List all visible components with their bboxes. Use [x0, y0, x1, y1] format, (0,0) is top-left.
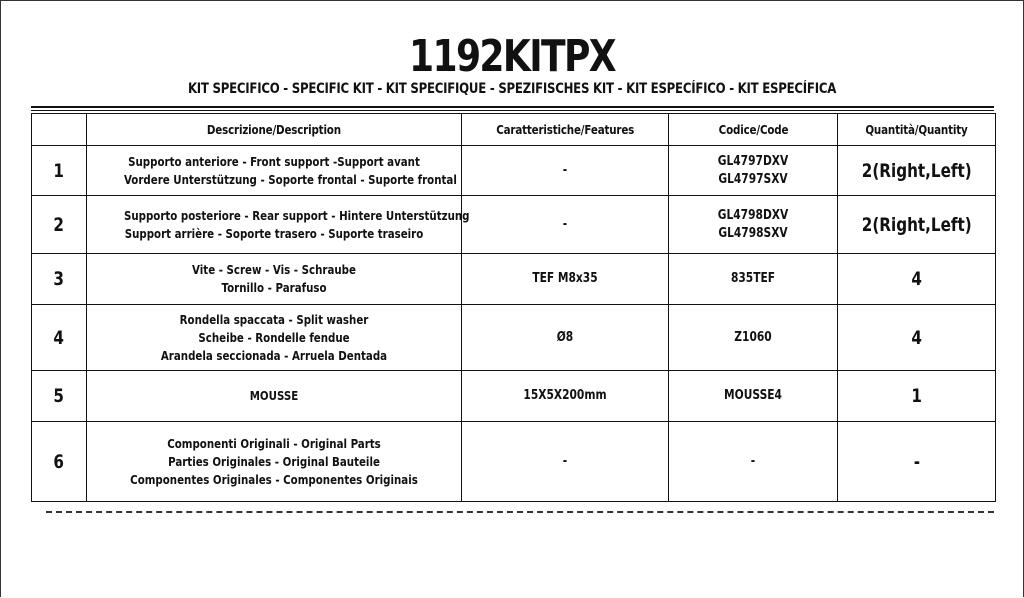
row-quantity: 4: [838, 305, 996, 371]
header-rule-thick: [31, 106, 994, 108]
table-row: [32, 422, 996, 502]
row-features: -: [462, 146, 669, 196]
row-number: 4: [32, 305, 87, 371]
row-number: 5: [32, 371, 87, 422]
table-row: [32, 196, 996, 254]
row-description: Rondella spaccata - Split washer Scheibe - Rondelle fendue Arandela seccionada - Arruela Dentada: [87, 305, 462, 371]
parts-table: [31, 113, 996, 502]
row-code: GL4798DXV GL4798SXV: [669, 196, 838, 254]
row-description: Vite - Screw - Vis - Schraube Tornillo - Parafuso: [87, 254, 462, 305]
table-header-row: [32, 114, 996, 146]
col-header-quantity: Quantità/Quantity: [838, 114, 996, 146]
row-features: -: [462, 422, 669, 502]
row-code: 835TEF: [669, 254, 838, 305]
row-quantity: 1: [838, 371, 996, 422]
row-quantity: 4: [838, 254, 996, 305]
row-number: 1: [32, 146, 87, 196]
row-description: Supporto posteriore - Rear support - Hintere Unterstützung Support arrière - Soporte trasero - Suporte traseiro: [87, 196, 462, 254]
table-row: [32, 146, 996, 196]
col-header-features: Caratteristiche/Features: [462, 114, 669, 146]
table-row: [32, 254, 996, 305]
row-quantity: 2(Right,Left): [838, 146, 996, 196]
row-features: 15X5X200mm: [462, 371, 669, 422]
row-description: Supporto anteriore - Front support -Support avant Vordere Unterstützung - Soporte frontal - Suporte frontal: [87, 146, 462, 196]
row-quantity: -: [838, 422, 996, 502]
row-number: 3: [32, 254, 87, 305]
row-code: Z1060: [669, 305, 838, 371]
header-rule-thin: [31, 110, 994, 111]
table-row: [32, 371, 996, 422]
row-description: Componenti Originali - Original Parts Parties Originales - Original Bauteile Componentes Originales - Componentes Originais: [87, 422, 462, 502]
row-number: 2: [32, 196, 87, 254]
table-row: [32, 305, 996, 371]
row-code: GL4797DXV GL4797SXV: [669, 146, 838, 196]
col-header-description: Descrizione/Description: [87, 114, 462, 146]
row-number: 6: [32, 422, 87, 502]
dashed-cut-line: [46, 511, 994, 513]
row-features: TEF M8x35: [462, 254, 669, 305]
row-code: -: [669, 422, 838, 502]
col-header-code: Codice/Code: [669, 114, 838, 146]
row-quantity: 2(Right,Left): [838, 196, 996, 254]
row-code: MOUSSE4: [669, 371, 838, 422]
col-header-number: [32, 114, 87, 146]
kit-subtitle: KIT SPECIFICO - SPECIFIC KIT - KIT SPECIFIQUE - SPEZIFISCHES KIT - KIT ESPECÍFICO - KIT ESPECÍFICA: [187, 81, 837, 97]
row-features: -: [462, 196, 669, 254]
kit-title: 1192KITPX: [409, 31, 615, 82]
row-description: MOUSSE: [87, 371, 462, 422]
row-features: Ø8: [462, 305, 669, 371]
